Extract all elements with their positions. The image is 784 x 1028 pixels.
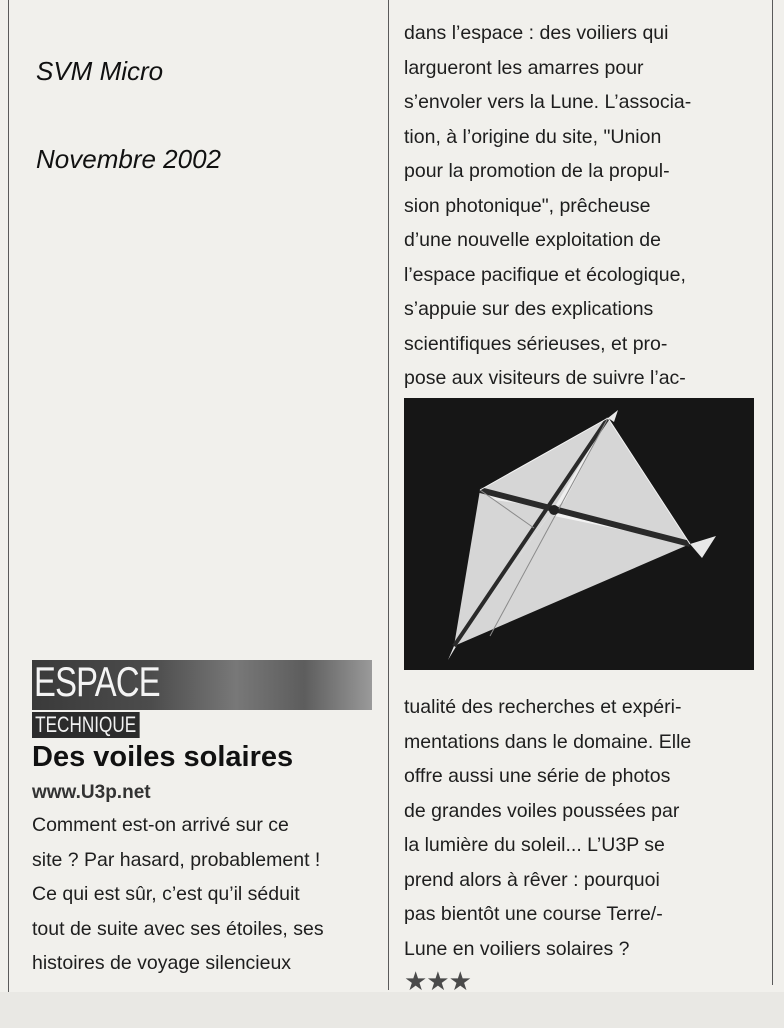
- article-right-column-top: [404, 16, 764, 396]
- article-left-column: [32, 660, 377, 981]
- rubric-sub: TECHNIQUE: [32, 712, 139, 738]
- body-line: tualité des recherches et expéri-: [404, 696, 682, 718]
- body-line: offre aussi une série de photos: [404, 765, 671, 787]
- body-line: sion photonique", prêcheuse: [404, 194, 651, 217]
- body-line: s’appuie sur des explications: [404, 298, 654, 320]
- rubric-banner: [32, 660, 372, 710]
- body-line: dans l’espace : des voiliers qui: [404, 22, 669, 44]
- body-line: de grandes voiles poussées par: [404, 799, 680, 822]
- body-line: histoires de voyage silencieux: [32, 952, 292, 974]
- body-line: scientifiques sérieuses, et pro-: [404, 332, 668, 355]
- scan-margin: [0, 992, 784, 1028]
- solar-sail-illustration: [404, 398, 754, 670]
- body-line: tout de suite avec ses étoiles, ses: [32, 917, 324, 940]
- rubric-main: ESPACE: [34, 658, 160, 705]
- column-rule-right: [772, 0, 773, 985]
- column-rule-middle: [388, 0, 389, 990]
- body-line: site ? Par hasard, probablement !: [32, 848, 321, 871]
- body-line: l’espace pacifique et écologique,: [404, 263, 686, 286]
- publication-name: SVM Micro: [36, 56, 164, 86]
- body-line: tion, à l’origine du site, "Union: [404, 125, 662, 148]
- body-line: Ce qui est sûr, c’est qu’il séduit: [32, 883, 300, 905]
- body-line: pose aux visiteurs de suivre l’ac-: [404, 367, 686, 389]
- publication-date: Novembre 2002: [36, 144, 221, 174]
- body-line: Comment est-on arrivé sur ce: [32, 814, 289, 836]
- article-url: www.U3p.net: [32, 782, 151, 803]
- body-line: prend alors à rêver : pourquoi: [404, 868, 660, 891]
- body-line: largueront les amarres pour: [404, 56, 644, 79]
- body-line: la lumière du soleil... L’U3P se: [404, 834, 665, 856]
- article-right-column-bottom: [404, 690, 764, 996]
- article-headline: Des voiles solaires: [32, 741, 294, 773]
- body-line: d’une nouvelle exploitation de: [404, 229, 661, 251]
- column-rule-left: [8, 0, 9, 992]
- body-line: Lune en voiliers solaires ?: [404, 937, 630, 960]
- left-body-text: [32, 808, 377, 981]
- body-line: pour la promotion de la propul-: [404, 160, 670, 182]
- rating-stars: ★★★: [404, 966, 471, 996]
- body-line: pas bientôt une course Terre/-: [404, 903, 663, 925]
- body-line: s’envoler vers la Lune. L’associa-: [404, 91, 692, 113]
- body-line: mentations dans le domaine. Elle: [404, 730, 692, 753]
